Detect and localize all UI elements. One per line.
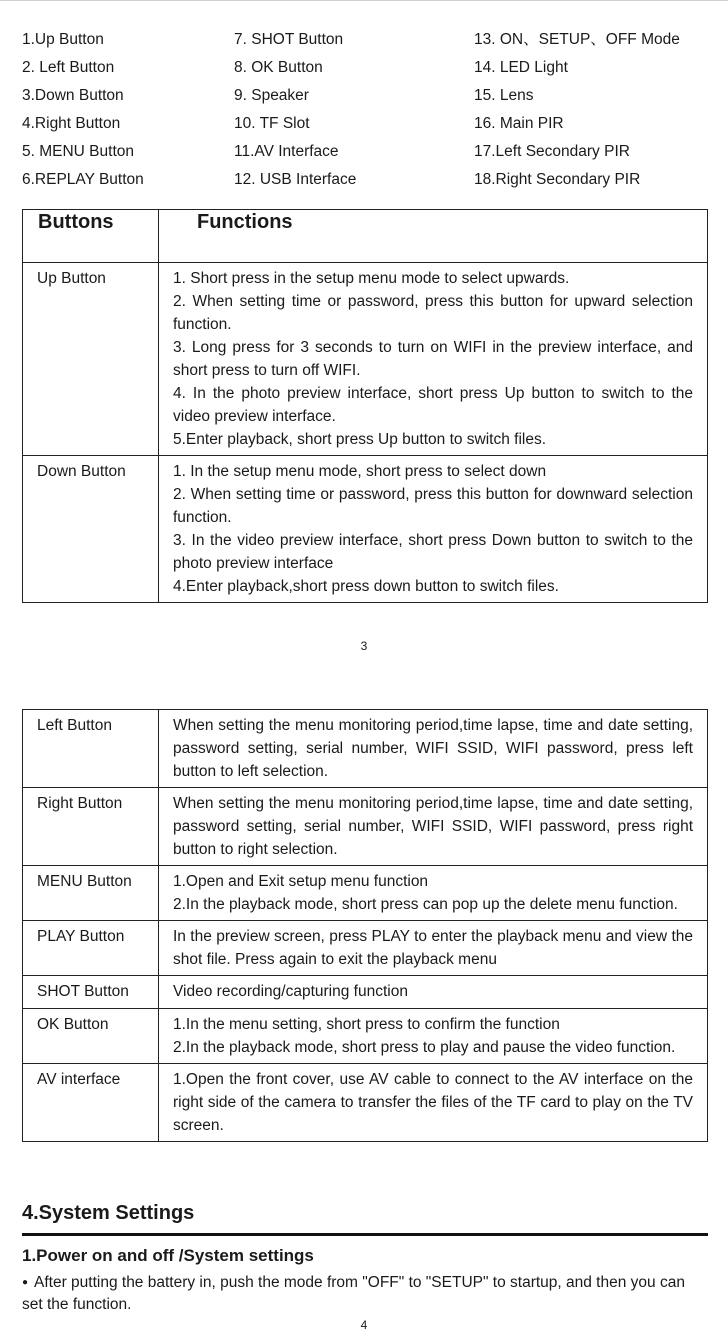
button-name-cell: Up Button — [23, 263, 159, 456]
function-cell — [159, 976, 708, 1009]
part-item: 9. Speaker — [234, 87, 309, 104]
button-name-cell: OK Button — [23, 1009, 159, 1064]
part-item: 5. MENU Button — [22, 143, 134, 160]
table-row — [23, 710, 708, 788]
table-header-row — [23, 210, 708, 263]
part-item: 8. OK Button — [234, 59, 323, 76]
header-functions: Functions — [159, 210, 708, 263]
function-line: 1.In the menu setting, short press to confirm the function — [173, 1016, 560, 1033]
part-item: 13. ON、SETUP、OFF Mode — [474, 31, 680, 48]
table-row — [23, 976, 708, 1009]
manual-page-3 — [0, 0, 728, 666]
section-paragraph — [22, 1272, 708, 1316]
manual-page-4 — [0, 694, 728, 1342]
button-name-cell: Right Button — [23, 788, 159, 866]
function-line: Video recording/capturing function — [173, 983, 408, 1000]
parts-column-2 — [234, 29, 356, 197]
function-line: 4.Enter playback,short press down button to switch files. — [173, 578, 559, 595]
part-item: 11.AV Interface — [234, 143, 339, 160]
part-item: 1.Up Button — [22, 31, 104, 48]
function-line: 1.Open the front cover, use AV cable to connect to the AV interface on the right side of the camera to transfer the files of the TF card to play on the TV screen. — [173, 1071, 693, 1134]
function-line: 1.Open and Exit setup menu function — [173, 873, 429, 890]
function-cell — [159, 1009, 708, 1064]
part-item: 4.Right Button — [22, 115, 121, 132]
part-item: 17.Left Secondary PIR — [474, 143, 630, 160]
part-item: 10. TF Slot — [234, 115, 310, 132]
function-line: When setting the menu monitoring period,time lapse, time and date setting, password setting, serial number, WIFI SSID, WIFI password, press right button to right selection. — [173, 795, 693, 858]
bullet-icon: ● — [22, 1277, 29, 1288]
table-row — [23, 1064, 708, 1142]
part-item: 15. Lens — [474, 87, 534, 104]
section-title: 4.System Settings — [22, 1202, 195, 1224]
header-buttons: Buttons — [23, 210, 159, 263]
function-line: 2. When setting time or password, press this button for upward selection function. — [173, 293, 693, 333]
parts-column-1 — [22, 29, 144, 197]
button-name-cell: SHOT Button — [23, 976, 159, 1009]
table-row — [23, 263, 708, 456]
part-item: 2. Left Button — [22, 59, 115, 76]
section-subtitle: 1.Power on and off /System settings — [22, 1246, 314, 1265]
function-cell — [159, 866, 708, 921]
function-line: 1. In the setup menu mode, short press to select down — [173, 463, 547, 480]
section-divider — [22, 1233, 708, 1236]
table-row — [23, 788, 708, 866]
button-name-cell: Down Button — [23, 456, 159, 603]
part-item: 7. SHOT Button — [234, 31, 344, 48]
page-number: 3 — [360, 639, 368, 653]
part-item: 16. Main PIR — [474, 115, 564, 132]
table-row — [23, 1009, 708, 1064]
function-line: 2.In the playback mode, short press to play and pause the video function. — [173, 1039, 676, 1056]
page-number: 4 — [360, 1318, 368, 1332]
table-row — [23, 866, 708, 921]
part-item: 6.REPLAY Button — [22, 171, 144, 188]
function-line: 2. When setting time or password, press this button for downward selection function. — [173, 486, 693, 526]
function-line: In the preview screen, press PLAY to enter the playback menu and view the shot file. Press again to exit the playback menu — [173, 928, 693, 968]
function-line: 2.In the playback mode, short press can pop up the delete menu function. — [173, 896, 678, 913]
function-line: 4. In the photo preview interface, short press Up button to switch to the video preview interface. — [173, 385, 693, 425]
function-cell — [159, 921, 708, 976]
function-line: 3. In the video preview interface, short press Down button to switch to the photo preview interface — [173, 532, 693, 572]
button-functions-table-continued — [22, 709, 708, 1142]
function-cell — [159, 710, 708, 788]
part-item: 14. LED Light — [474, 59, 568, 76]
paragraph-text: After putting the battery in, push the mode from "OFF" to "SETUP" to startup, and then you can set the function. — [22, 1274, 685, 1313]
function-cell — [159, 456, 708, 603]
button-functions-table — [22, 209, 708, 603]
button-name-cell: Left Button — [23, 710, 159, 788]
function-line: 1. Short press in the setup menu mode to select upwards. — [173, 270, 570, 287]
button-name-cell: MENU Button — [23, 866, 159, 921]
function-cell — [159, 1064, 708, 1142]
part-item: 18.Right Secondary PIR — [474, 171, 641, 188]
part-item: 12. USB Interface — [234, 171, 357, 188]
function-line: When setting the menu monitoring period,time lapse, time and date setting, password setting, serial number, WIFI SSID, WIFI password, press left button to left selection. — [173, 717, 693, 780]
button-name-cell: AV interface — [23, 1064, 159, 1142]
function-cell — [159, 788, 708, 866]
part-item: 3.Down Button — [22, 87, 124, 104]
function-cell — [159, 263, 708, 456]
parts-column-3 — [474, 29, 680, 197]
button-name-cell: PLAY Button — [23, 921, 159, 976]
table-row — [23, 921, 708, 976]
function-line: 3. Long press for 3 seconds to turn on WIFI in the preview interface, and short press to turn off WIFI. — [173, 339, 693, 379]
function-line: 5.Enter playback, short press Up button to switch files. — [173, 431, 547, 448]
table-row — [23, 456, 708, 603]
